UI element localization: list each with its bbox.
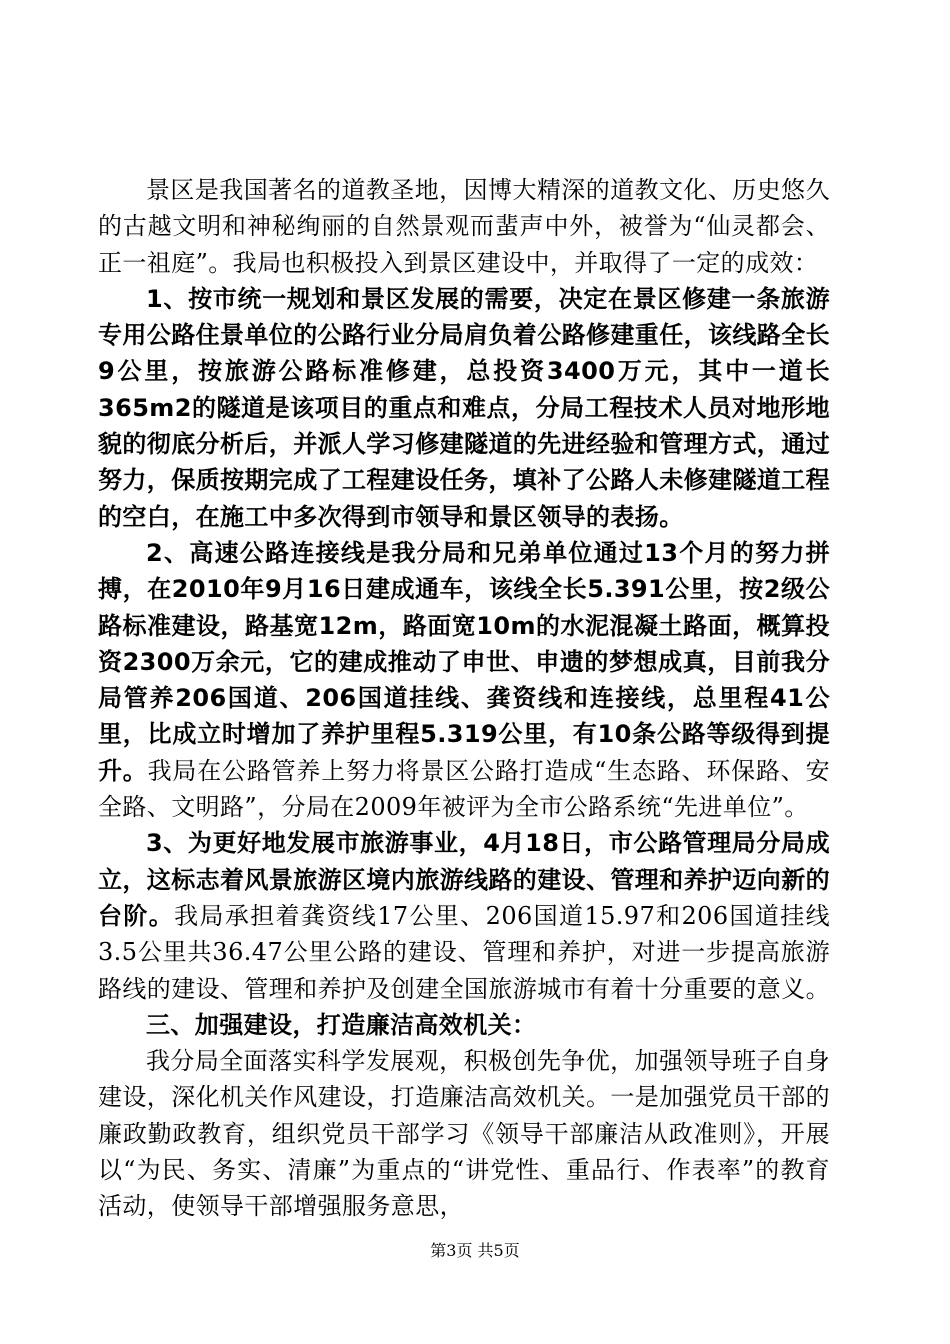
item-3-continuation-text: 我局承担着龚资线17公里、206国道15.97和206国道挂线3.5公里共36.47公里公路的建设、管理和养护，对进一步提高旅游路线的建设、管理和养护及创建全国旅游城市有着十分重要的意义。 <box>98 901 831 1003</box>
intro-paragraph: 景区是我国著名的道教圣地，因博大精深的道教文化、历史悠久的古越文明和神秘绚丽的自然景观而蜚声中外，被誉为“仙灵都会、正一祖庭”。我局也积极投入到景区建设中，并取得了一定的成效： <box>98 176 830 277</box>
item-2-main-text: 2、高速公路连接线是我分局和兄弟单位通过13个月的努力拼搏，在2010年9月16日建成通车，该线全长5.391公里，按2级公路标准建设，路基宽12m，路面宽10m的水泥混凝土路面，概算投资2300万余元，它的建成推动了申世、申遗的梦想成真，目前我分局管养206国道、206国道挂线、龚资线和连接线，总里程41公里，比成立时增加了养护里程5.319公里，有10条公路等级得到提升。 <box>98 538 830 785</box>
item-3-main-text: 3、为更好地发展市旅游事业，4月18日，市公路管理局分局成立，这标志着风景旅游区境内旅游线路的建设、管理和养护迈向新的台阶。 <box>98 829 830 930</box>
item-1-paragraph: 1、按市统一规划和景区发展的需要，决定在景区修建一条旅游专用公路住景单位的公路行业分局肩负着公路修建重任，该线路全长9公里，按旅游公路标准修建，总投资3400万元，其中一道长365m2的隧道是该项目的重点和难点，分局工程技术人员对地形地貌的彻底分析后，并派人学习修建隧道的先进经验和管理方式，通过努力，保质按期完成了工程建设任务，填补了公路人未修建隧道工程的空白，在施工中多次得到市领导和景区领导的表扬。 <box>98 284 830 531</box>
section-body-paragraph: 我分局全面落实科学发展观，积极创先争优，加强领导班子自身建设，深化机关作风建设，打造廉洁高效机关。一是加强党员干部的廉政勤政教育，组织党员干部学习《领导干部廉洁从政准则》，开展以“为民、务实、清廉”为重点的“讲党性、重品行、作表率”的教育活动，使领导干部增强服务意思， <box>98 1047 830 1221</box>
item-2-continuation-text: 我局在公路管养上努力将景区公路打造成“生态路、环保路、安全路、文明路”，分局在2009年被评为全市公路系统“先进单位”。 <box>98 756 830 822</box>
section-heading: 三、加强建设，打造廉洁高效机关： <box>146 1010 537 1039</box>
page-number-footer: 第3页 共5页 <box>430 1241 520 1260</box>
item-3-paragraph <box>98 825 830 1006</box>
document-body <box>98 172 830 1225</box>
item-2-paragraph <box>98 535 830 825</box>
